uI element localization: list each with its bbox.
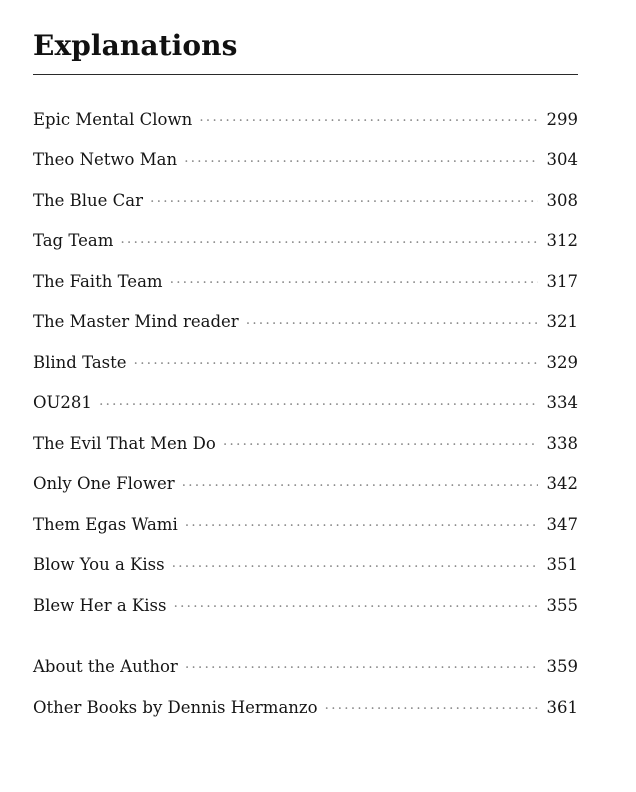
toc-entry-page: 317 xyxy=(546,271,578,291)
toc-entry-label: OU281 xyxy=(33,393,92,413)
toc-leader-dots xyxy=(223,432,538,449)
toc-entry-page: 321 xyxy=(546,312,578,332)
toc-entry-label: Epic Mental Clown xyxy=(33,109,193,129)
toc-leader-dots xyxy=(185,513,538,530)
toc-entry-label: The Faith Team xyxy=(33,271,163,291)
toc-entry-label: The Evil That Men Do xyxy=(33,433,216,453)
toc-leader-dots xyxy=(199,108,537,125)
list-item[interactable] xyxy=(33,655,578,675)
toc-leader-dots xyxy=(120,230,537,247)
list-item[interactable] xyxy=(33,513,578,533)
toc-entry-page: 299 xyxy=(546,109,578,129)
list-item[interactable] xyxy=(33,230,578,250)
toc-entry-label: The Blue Car xyxy=(33,190,144,210)
toc-entry-label: Them Egas Wami xyxy=(33,514,178,534)
toc-entry-page: 355 xyxy=(546,595,578,615)
list-item[interactable] xyxy=(33,189,578,209)
toc-entry-page: 359 xyxy=(546,656,578,676)
toc-leader-dots xyxy=(134,351,538,368)
toc-entry-label: Blow You a Kiss xyxy=(33,555,165,575)
toc-leader-dots xyxy=(246,311,538,328)
list-item[interactable] xyxy=(33,108,578,128)
toc-back-matter-list xyxy=(33,655,578,716)
toc-leader-dots xyxy=(170,270,538,287)
page-title: Explanations xyxy=(33,29,238,62)
toc-main-list xyxy=(33,108,578,614)
toc-entry-label: The Master Mind reader xyxy=(33,312,239,332)
toc-entry-page: 347 xyxy=(546,514,578,534)
toc-leader-dots xyxy=(182,473,538,490)
toc-entry-label: About the Author xyxy=(33,656,178,676)
toc-entry-page: 351 xyxy=(546,555,578,575)
toc-leader-dots xyxy=(99,392,538,409)
list-item[interactable] xyxy=(33,392,578,412)
list-item[interactable] xyxy=(33,696,578,716)
toc-entry-label: Blind Taste xyxy=(33,352,127,372)
list-item[interactable] xyxy=(33,149,578,169)
toc-entry-page: 312 xyxy=(546,231,578,251)
toc-leader-dots xyxy=(185,655,538,672)
toc-entry-label: Theo Netwo Man xyxy=(33,150,178,170)
list-item[interactable] xyxy=(33,270,578,290)
list-item[interactable] xyxy=(33,351,578,371)
list-item[interactable] xyxy=(33,311,578,331)
toc-leader-dots xyxy=(173,594,537,611)
toc-entry-label: Tag Team xyxy=(33,231,114,251)
title-divider xyxy=(33,74,578,75)
list-item[interactable] xyxy=(33,473,578,493)
toc-entry-page: 342 xyxy=(546,474,578,494)
toc-entry-page: 308 xyxy=(546,190,578,210)
toc-entry-label: Blew Her a Kiss xyxy=(33,595,167,615)
toc-entry-page: 334 xyxy=(546,393,578,413)
toc-leader-dots xyxy=(172,554,538,571)
toc-entry-page: 304 xyxy=(546,150,578,170)
toc-entry-label: Other Books by Dennis Hermanzo xyxy=(33,697,318,717)
list-item[interactable] xyxy=(33,594,578,614)
toc-leader-dots xyxy=(184,149,537,166)
toc-entry-label: Only One Flower xyxy=(33,474,175,494)
toc-entry-page: 361 xyxy=(546,697,578,717)
toc-leader-dots xyxy=(150,189,537,206)
list-item[interactable] xyxy=(33,432,578,452)
toc-entry-page: 329 xyxy=(546,352,578,372)
toc-entry-page: 338 xyxy=(546,433,578,453)
list-item[interactable] xyxy=(33,554,578,574)
toc-leader-dots xyxy=(325,696,538,713)
